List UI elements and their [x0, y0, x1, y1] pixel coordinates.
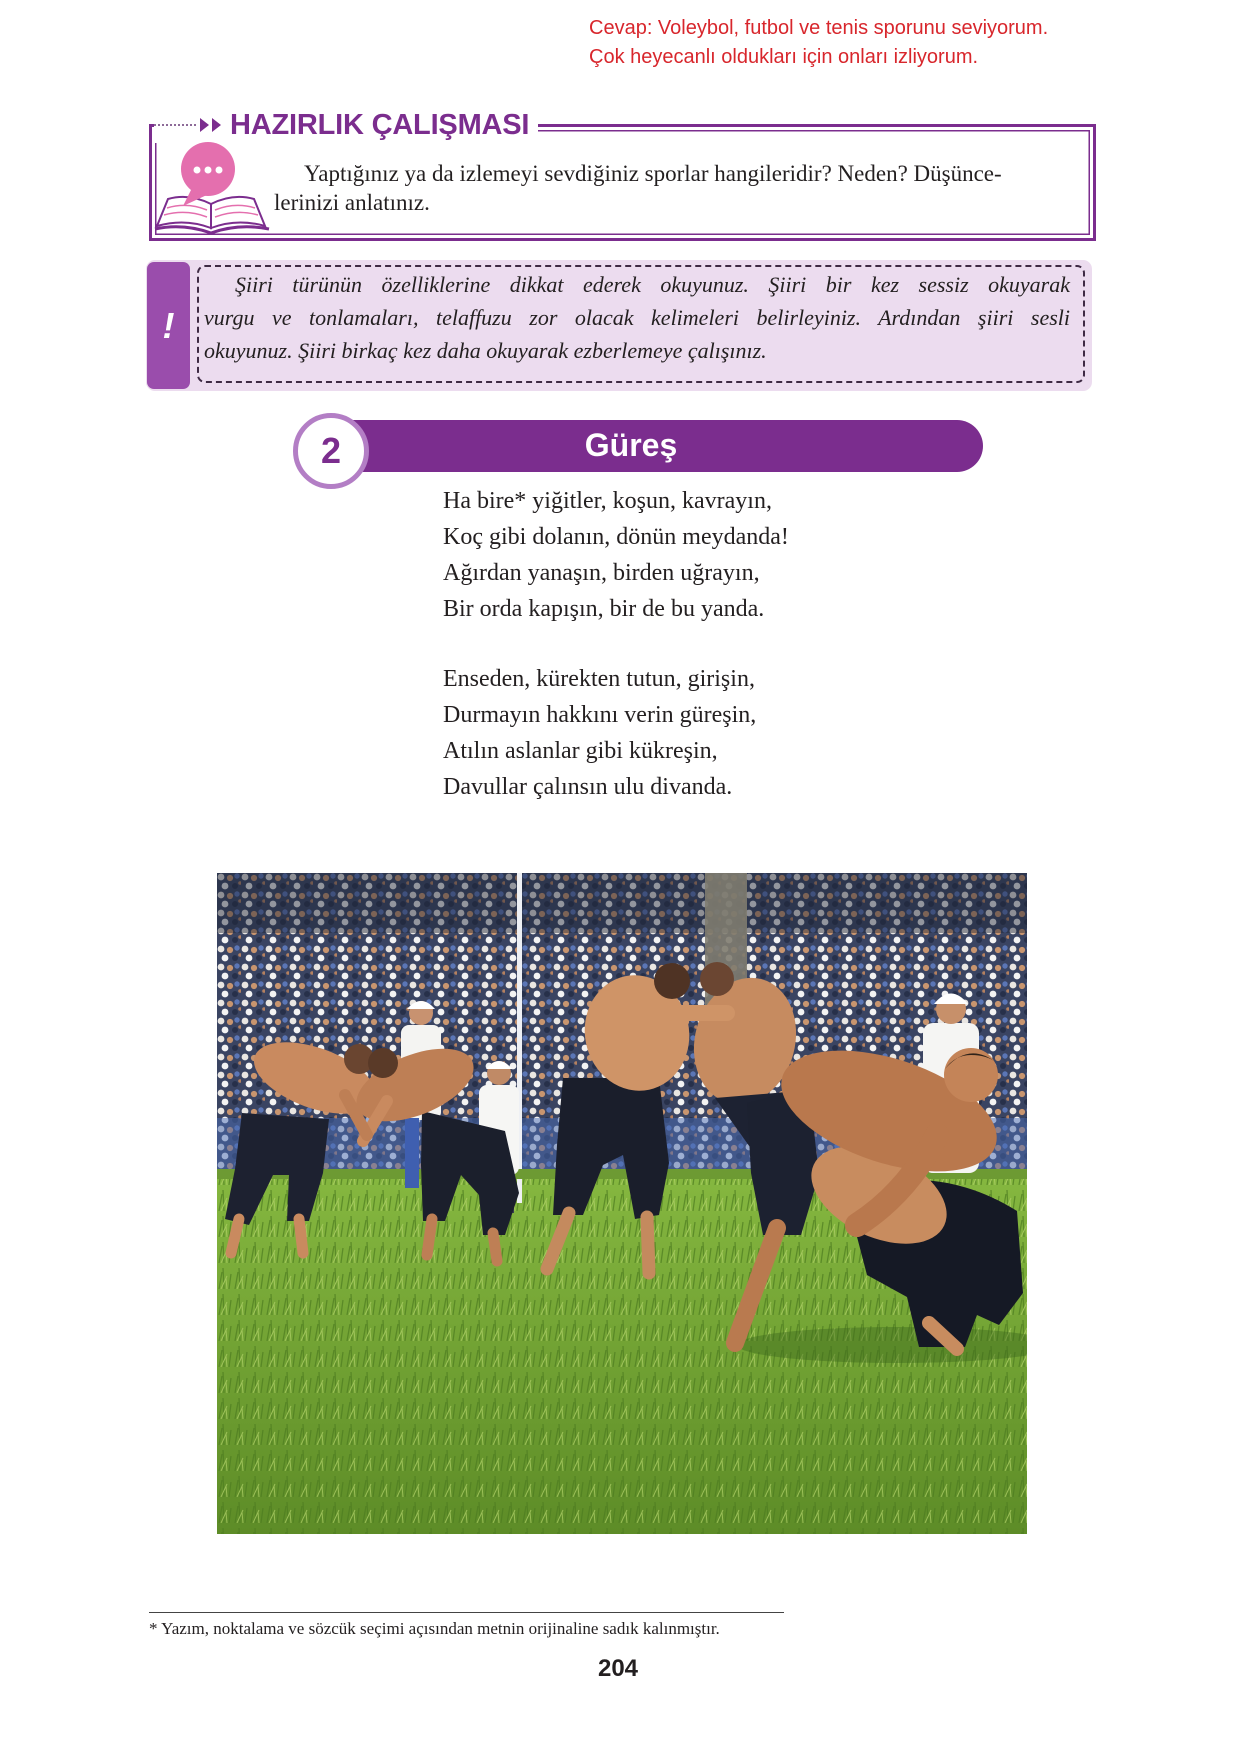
poem-line: Davullar çalınsın ulu divanda. [443, 774, 733, 800]
instruction-line: vurgu ve tonlamaları, telaffuzu zor olacak kelimeleri belirleyiniz. Ardından şiiri sesli [204, 305, 1070, 330]
poem-stanza [443, 661, 756, 805]
answer-line: Çok heyecanlı oldukları için onları izliyorum. [589, 46, 979, 68]
poem-line: Bir orda kapışın, bir de bu yanda. [443, 596, 765, 622]
answer-line: Cevap: Voleybol, futbol ve tenis sporunu seviyorum. [589, 17, 1049, 39]
question-line: lerinizi anlatınız. [274, 190, 430, 215]
question-line: Yaptığınız ya da izlemeyi sevdiğiniz sporlar hangileridir? Neden? Düşünce- [304, 161, 1002, 186]
poem-line: Durmayın hakkını verin güreşin, [443, 702, 757, 728]
page-number: 204 [597, 1655, 639, 1682]
speech-bubble-icon [181, 142, 235, 206]
wrestling-photo [217, 873, 1027, 1534]
photo-frame [217, 873, 1027, 1534]
warning-tab [147, 262, 190, 389]
poem-line: Koç gibi dolanın, dönün meydanda! [443, 524, 789, 550]
poem-stanza [443, 483, 789, 627]
double-arrow-icon [200, 118, 222, 132]
section-heading-text: HAZIRLIK ÇALIŞMASI [230, 109, 530, 141]
exclamation-icon: ! [162, 304, 175, 346]
instruction-line: okuyunuz. Şiiri birkaç kez daha okuyarak ezberlemeye çalışınız. [204, 338, 767, 363]
footnote: * Yazım, noktalama ve sözcük seçimi açısından metnin orijinaline sadık kalınmıştır. [149, 1619, 720, 1638]
dotted-leader [154, 124, 196, 126]
footnote-rule [149, 1612, 784, 1613]
instruction-line: Şiiri türünün özelliklerine dikkat ederek okuyunuz. Şiiri bir kez sessiz okuyarak [235, 272, 1070, 297]
poem-line: Atılın aslanlar gibi kükreşin, [443, 738, 718, 764]
poem-number-badge: 2 [293, 413, 369, 489]
open-book-icon [155, 197, 269, 233]
speech-bubble-book-icon [153, 136, 271, 234]
answer-note [589, 14, 1048, 72]
poem-title: Güreş [584, 427, 678, 463]
poem-line: Enseden, kürekten tutun, girişin, [443, 666, 755, 692]
poem-line: Ağırdan yanaşın, birden uğrayın, [443, 560, 760, 586]
poem-line: Ha bire* yiğitler, koşun, kavrayın, [443, 488, 772, 514]
